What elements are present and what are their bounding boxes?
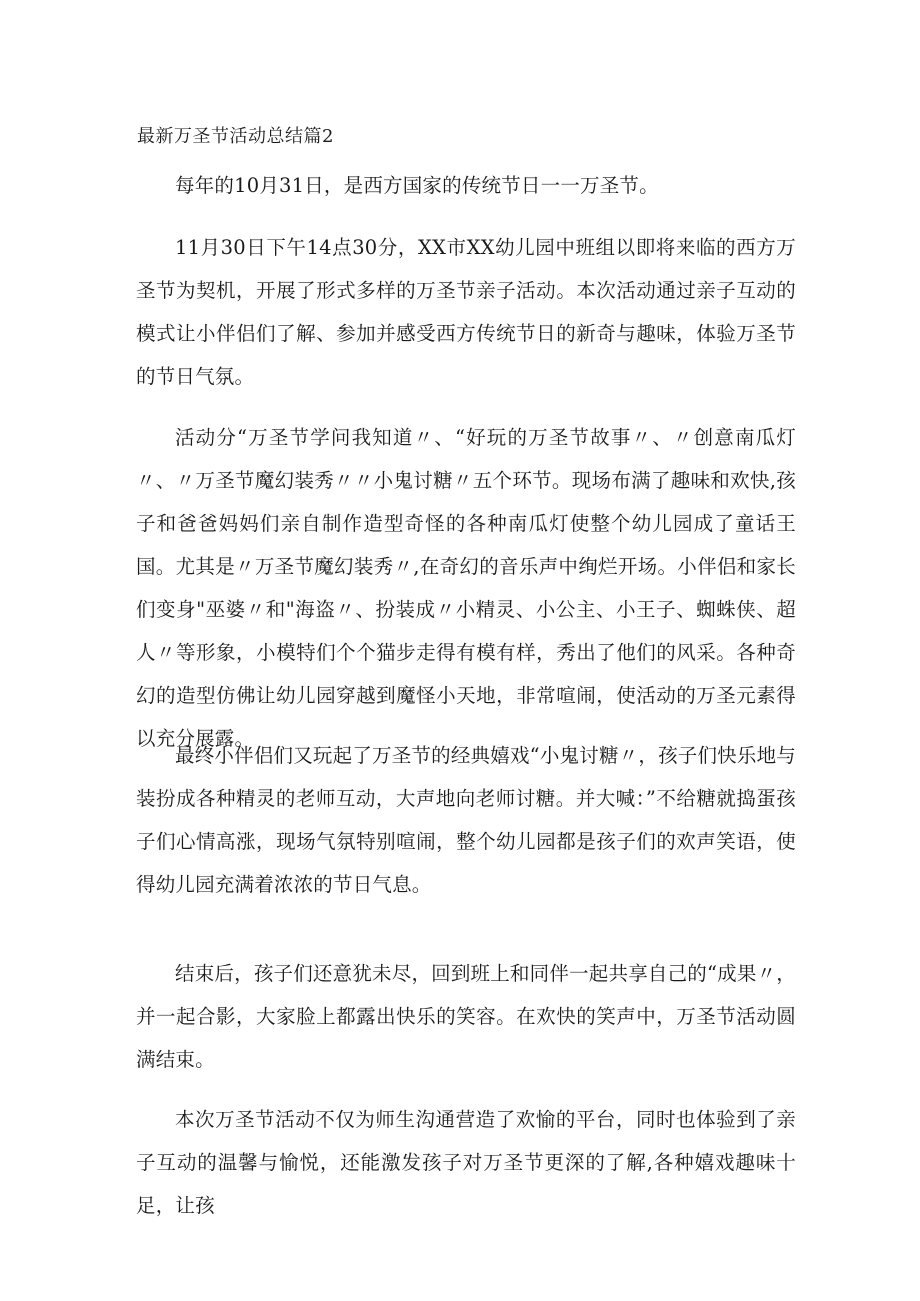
paragraph-activity-segments: 活动分“万圣节学问我知道〃、“好玩的万圣节故事〃、〃创意南瓜灯〃、〃万圣节魔幻装秀〃〃小鬼讨糖〃五个环节。现场布满了趣味和欢快,孩子和爸爸妈妈们亲自制作造型奇怪的各种南瓜灯使整个幼儿园成了童话王国。尤其是〃万圣节魔幻装秀〃,在奇幻的音乐声中绚烂开场。小伴侣和家长们变身"巫婆〃和"海盗〃、扮装成〃小精灵、小公主、小王子、蜘蛛侠、超人〃等形象，小模特们个个猫步走得有模有样，秀出了他们的风采。各种奇幻的造型仿佛让幼儿园穿越到魔怪小天地，非常喧闹，使活动的万圣元素得以充分展露。 — [136, 426, 796, 750]
paragraph-trick-or-treat: 最终小伴侣们又玩起了万圣节的经典嬉戏“小鬼讨糖〃，孩子们快乐地与装扮成各种精灵的老师互动，大声地向老师讨糖。并大喊：”不给糖就捣蛋孩子们心情高涨，现场气氛特别喧闹，整个幼儿园都是孩子们的欢声笑语，使得幼儿园充满着浓浓的节日气息。 — [136, 744, 796, 896]
paragraph-ending: 结束后，孩子们还意犹未尽，回到班上和同伴一起共享自己的“成果〃，并一起合影，大家脸上都露出快乐的笑容。在欢快的笑声中，万圣节活动圆满结束。 — [136, 962, 796, 1071]
paragraph-event-overview: 11月30日下午14点30分，XX市XX幼儿园中班组以即将来临的西方万圣节为契机，开展了形式多样的万圣节亲子活动。本次活动通过亲子互动的模式让小伴侣们了解、参加并感受西方传统节日的新奇与趣味，体验万圣节的节日气氛。 — [136, 236, 796, 388]
paragraph-intro: 每年的10月31日，是西方国家的传统节日一一万圣节。 — [175, 174, 659, 197]
document-title: 最新万圣节活动总结篇2 — [137, 126, 334, 147]
paragraph-summary: 本次万圣节活动不仅为师生沟通营造了欢愉的平台，同时也体验到了亲子互动的温馨与愉悦，还能激发孩子对万圣节更深的了解,各种嬉戏趣味十足，让孩 — [136, 1108, 796, 1217]
